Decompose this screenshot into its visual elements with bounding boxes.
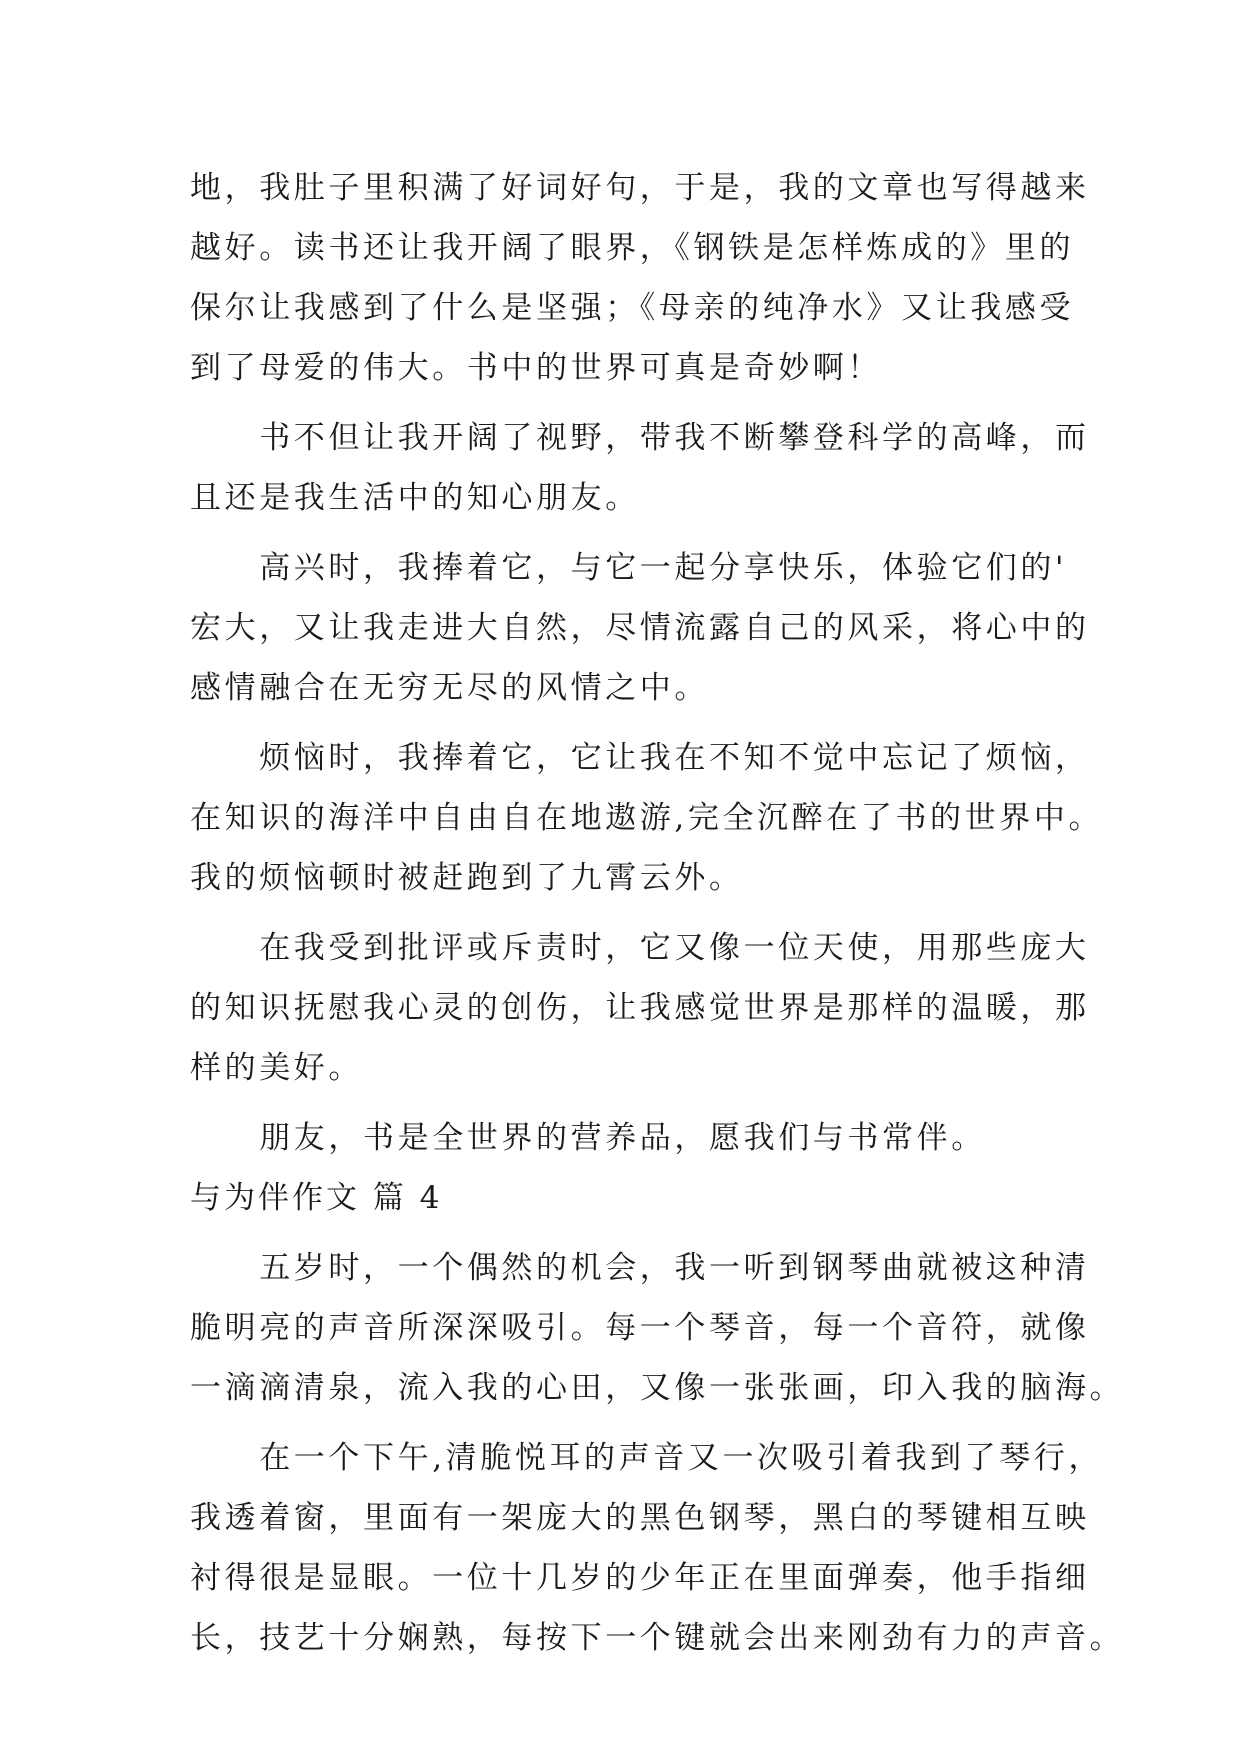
text-line: 样的美好。 (190, 1050, 363, 1086)
text-line: 朋友，书是全世界的营养品，愿我们与书常伴。 (190, 1120, 986, 1156)
section-heading: 与为伴作文 篇 4 (190, 1180, 443, 1216)
text-line: 烦恼时，我捧着它，它让我在不知不觉中忘记了烦恼， (190, 740, 1090, 776)
text-line: 在我受到批评或斥责时，它又像一位天使，用那些庞大 (190, 930, 1090, 966)
text-line: 我的烦恼顿时被赶跑到了九霄云外。 (190, 860, 744, 896)
text-line: 的知识抚慰我心灵的创伤，让我感觉世界是那样的温暖，那 (190, 990, 1090, 1026)
text-line: 在知识的海洋中自由自在地遨游,完全沉醉在了书的世界中。 (190, 800, 1104, 836)
text-line: 书不但让我开阔了视野，带我不断攀登科学的高峰，而 (190, 420, 1090, 456)
text-line: 一滴滴清泉，流入我的心田，又像一张张画，印入我的脑海。 (190, 1370, 1125, 1406)
text-line: 地，我肚子里积满了好词好句，于是，我的文章也写得越来 (190, 170, 1090, 206)
text-line: 在一个下午,清脆悦耳的声音又一次吸引着我到了琴行， (190, 1440, 1104, 1476)
text-line: 我透着窗，里面有一架庞大的黑色钢琴，黑白的琴键相互映 (190, 1500, 1090, 1536)
text-line: 长，技艺十分娴熟，每按下一个键就会出来刚劲有力的声音。 (190, 1620, 1125, 1656)
text-line: 且还是我生活中的知心朋友。 (190, 480, 640, 516)
text-line: 越好。读书还让我开阔了眼界，《钢铁是怎样炼成的》里的 (190, 230, 1075, 266)
text-line: 到了母爱的伟大。书中的世界可真是奇妙啊！ (190, 350, 882, 386)
text-line: 五岁时，一个偶然的机会，我一听到钢琴曲就被这种清 (190, 1250, 1090, 1286)
text-line: 宏大，又让我走进大自然，尽情流露自己的风采，将心中的 (190, 610, 1090, 646)
text-line: 感情融合在无穷无尽的风情之中。 (190, 670, 709, 706)
text-line: 脆明亮的声音所深深吸引。每一个琴音，每一个音符，就像 (190, 1310, 1090, 1346)
text-line: 保尔让我感到了什么是坚强；《母亲的纯净水》又让我感受 (190, 290, 1075, 326)
text-line: 高兴时，我捧着它，与它一起分享快乐，体验它们的' (190, 550, 1068, 586)
text-line: 衬得很是显眼。一位十几岁的少年正在里面弹奏，他手指细 (190, 1560, 1090, 1596)
